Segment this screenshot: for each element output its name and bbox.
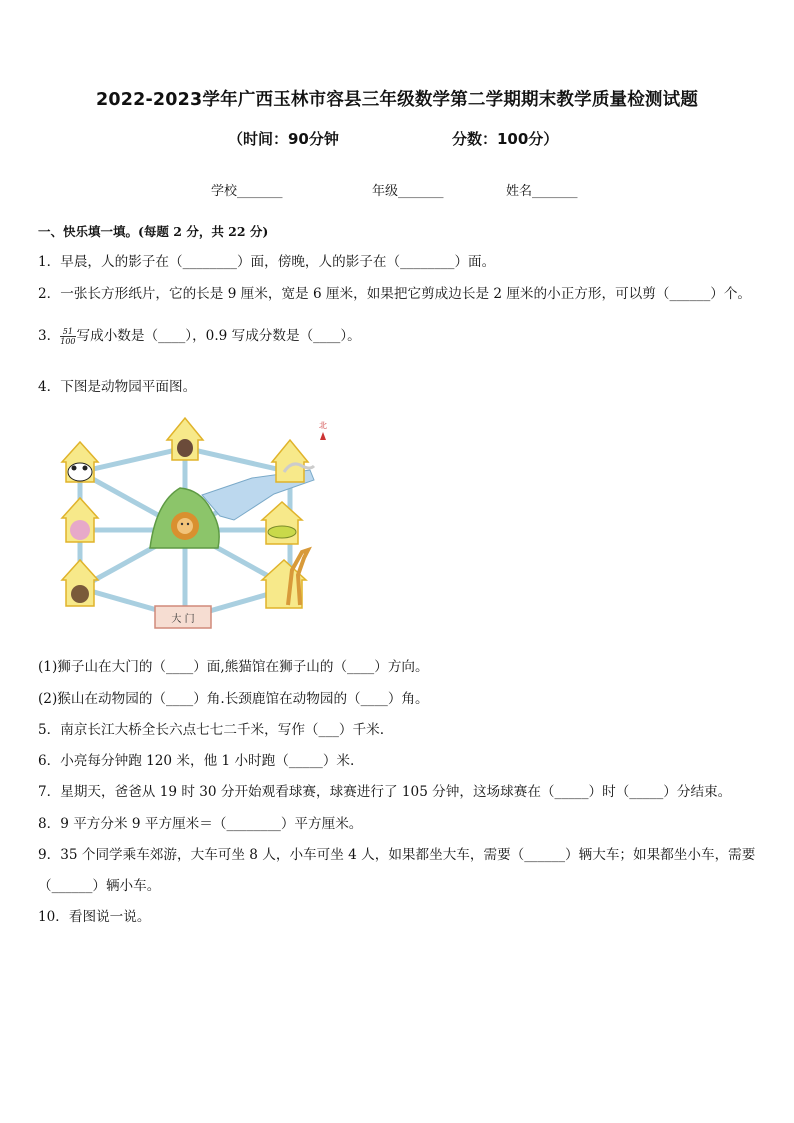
question-5: 5．南京长江大桥全长六点七七二千米，写作（___）千米. bbox=[38, 722, 385, 738]
north-label: 北 bbox=[319, 421, 327, 430]
grade-field: 年级_______ bbox=[372, 184, 444, 199]
question-4: 4．下图是动物园平面图。 bbox=[38, 379, 197, 395]
exam-time: （时间：90分钟 bbox=[228, 130, 339, 148]
fraction-numerator: 51 bbox=[60, 327, 75, 337]
question-6: 6．小亮每分钟跑 120 米，他 1 小时跑（_____）米. bbox=[38, 753, 355, 769]
question-9-continued: （______）辆小车。 bbox=[38, 878, 161, 894]
question-7: 7．星期天，爸爸从 19 时 30 分开始观看球赛，球赛进行了 105 分钟，这场球赛在（_____）时（_____）分结束。 bbox=[38, 784, 732, 800]
question-4-part-2: (2)猴山在动物园的（____）角.长颈鹿馆在动物园的（____）角。 bbox=[38, 691, 429, 707]
question-3-text: 写成小数是（____），0.9 写成分数是（____）。 bbox=[76, 328, 361, 344]
north-arrow-icon bbox=[320, 432, 326, 440]
fraction bbox=[60, 327, 75, 346]
question-4-part-1: (1)狮子山在大门的（____）面,熊猫馆在狮子山的（____）方向。 bbox=[38, 659, 429, 675]
name-field: 姓名_______ bbox=[506, 184, 578, 199]
zoo-map-figure bbox=[52, 410, 332, 640]
question-2: 2．一张长方形纸片，它的长是 9 厘米，宽是 6 厘米，如果把它剪成边长是 2 厘米的小正方形，可以剪（______）个。 bbox=[38, 286, 752, 302]
question-9: 9．35 个同学乘车郊游，大车可坐 8 人，小车可坐 4 人，如果都坐大车，需要（______）辆大车；如果都坐小车，需要 bbox=[38, 847, 756, 863]
page-title: 2022-2023学年广西玉林市容县三年级数学第二学期期末教学质量检测试题 bbox=[95, 90, 699, 110]
exam-score: 分数：100分） bbox=[452, 130, 559, 148]
question-8: 8．9 平方分米 9 平方厘米＝（________）平方厘米。 bbox=[38, 816, 363, 832]
fraction-denominator: 100 bbox=[60, 337, 76, 346]
question-3-number: 3． bbox=[38, 328, 61, 344]
question-10: 10．看图说一说。 bbox=[38, 909, 151, 925]
question-3 bbox=[38, 324, 361, 346]
section-heading: 一、快乐填一填。(每题 2 分，共 22 分) bbox=[38, 224, 269, 239]
school-field: 学校_______ bbox=[211, 184, 283, 199]
question-1: 1．早晨，人的影子在（________）面，傍晚，人的影子在（________）面。 bbox=[38, 254, 496, 270]
gate-label: 大 门 bbox=[171, 614, 195, 625]
